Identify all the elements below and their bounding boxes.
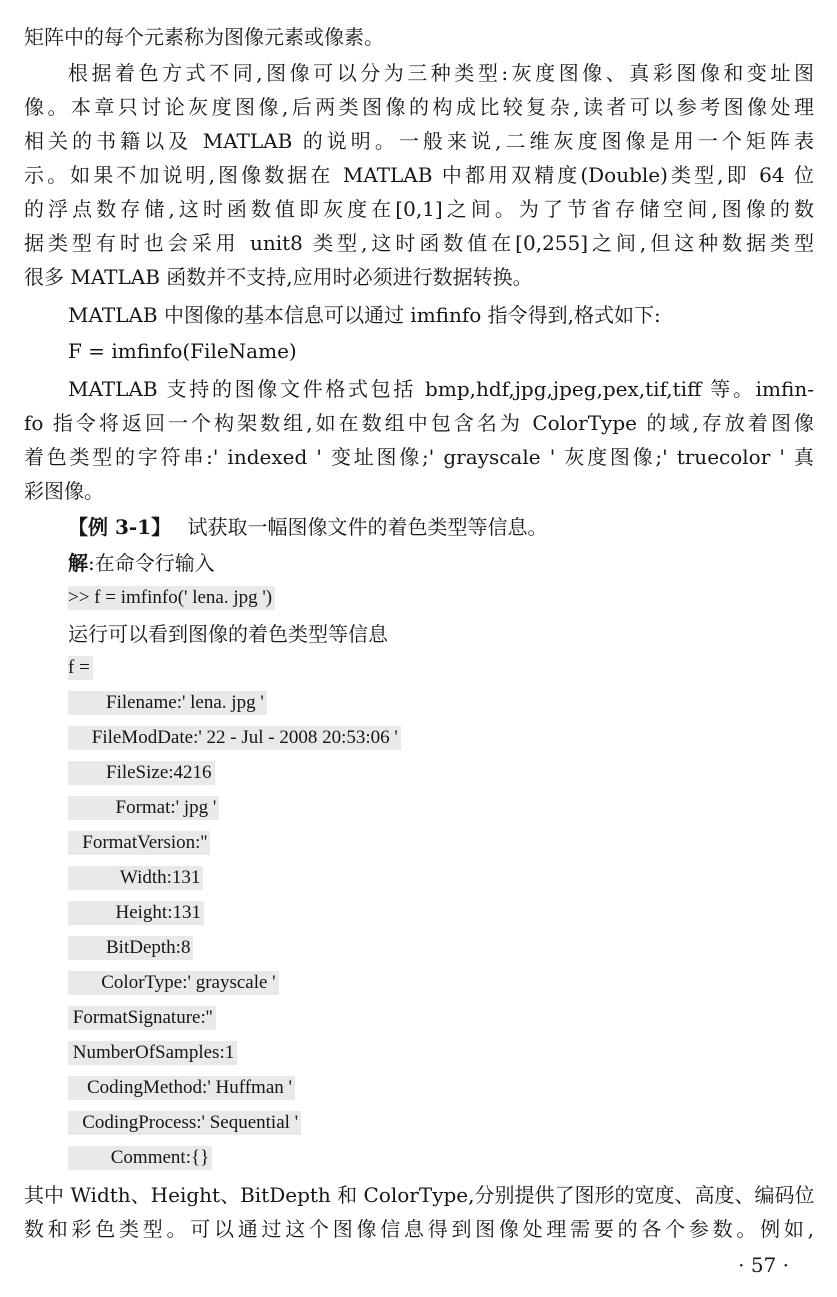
example-label: 【例 3-1】 — [68, 515, 172, 539]
code-output-line: Comment:{} — [68, 1146, 212, 1170]
code-output-line: Format:' jpg ' — [68, 796, 219, 820]
solution-text: :在命令行输入 — [88, 551, 215, 575]
code-command: >> f = imfinfo(' lena. jpg ') — [68, 586, 275, 610]
text-line: MATLAB 中图像的基本信息可以通过 imfinfo 指令得到,格式如下: — [68, 303, 661, 327]
example-text: 试获取一幅图像文件的着色类型等信息。 — [187, 515, 548, 539]
code-output-line: CodingProcess:' Sequential ' — [68, 1111, 301, 1135]
code-output-line: BitDepth:8 — [68, 936, 193, 960]
solution-line — [68, 546, 814, 580]
text-line: 的浮点数存储,这时函数值即灰度在[0,1]之间。为了节省存储空间,图像的数 — [24, 197, 814, 221]
text-line: 矩阵中的每个元素称为图像元素或像素。 — [24, 25, 384, 49]
code-output-line: ColorType:' grayscale ' — [68, 971, 279, 995]
text-line: fo 指令将返回一个构架数组,如在数组中包含名为 ColorType 的域,存放着图像 — [24, 411, 814, 435]
result-intro: 运行可以看到图像的着色类型等信息 — [68, 622, 388, 646]
code-output-line: CodingMethod:' Huffman ' — [68, 1076, 295, 1100]
code-output-line: FileSize:4216 — [68, 761, 215, 785]
code-output-line: Filename:' lena. jpg ' — [68, 691, 267, 715]
code-output-line: FormatSignature:'' — [68, 1006, 216, 1030]
code-output-line: Width:131 — [68, 866, 203, 890]
code-output-line: f = — [68, 656, 93, 680]
text-line: 数和彩色类型。可以通过这个图像信息得到图像处理需要的各个参数。例如, — [24, 1217, 814, 1241]
solution-label: 解 — [68, 551, 88, 575]
formula-line: F = imfinfo(FileName) — [68, 339, 297, 363]
page-number: · 57 · — [738, 1253, 789, 1277]
example-heading — [68, 510, 814, 544]
text-line: 很多 MATLAB 函数并不支持,应用时必须进行数据转换。 — [24, 265, 533, 289]
text-line: 像。本章只讨论灰度图像,后两类图像的构成比较复杂,读者可以参考图像处理 — [24, 95, 814, 119]
code-output-line: FormatVersion:'' — [68, 831, 210, 855]
text-line: MATLAB 支持的图像文件格式包括 bmp,hdf,jpg,jpeg,pex,tif,tiff 等。imfin- — [68, 377, 814, 401]
text-line: 根据着色方式不同,图像可以分为三种类型:灰度图像、真彩图像和变址图 — [68, 61, 814, 85]
code-output-line: Height:131 — [68, 901, 204, 925]
code-output-line: FileModDate:' 22 - Jul - 2008 20:53:06 ' — [68, 726, 401, 750]
text-line: 着色类型的字符串:' indexed ' 变址图像;' grayscale ' 灰度图像;' truecolor ' 真 — [24, 445, 814, 469]
text-line: 示。如果不加说明,图像数据在 MATLAB 中都用双精度(Double)类型,即 64 位 — [24, 163, 814, 187]
text-line: 据类型有时也会采用 unit8 类型,这时函数值在[0,255]之间,但这种数据类型 — [24, 231, 814, 255]
code-output-line: NumberOfSamples:1 — [68, 1041, 237, 1065]
text-line: 相关的书籍以及 MATLAB 的说明。一般来说,二维灰度图像是用一个矩阵表 — [24, 129, 814, 153]
text-line: 其中 Width、Height、BitDepth 和 ColorType,分别提供了图形的宽度、高度、编码位 — [24, 1183, 814, 1207]
text-line: 彩图像。 — [24, 479, 104, 503]
